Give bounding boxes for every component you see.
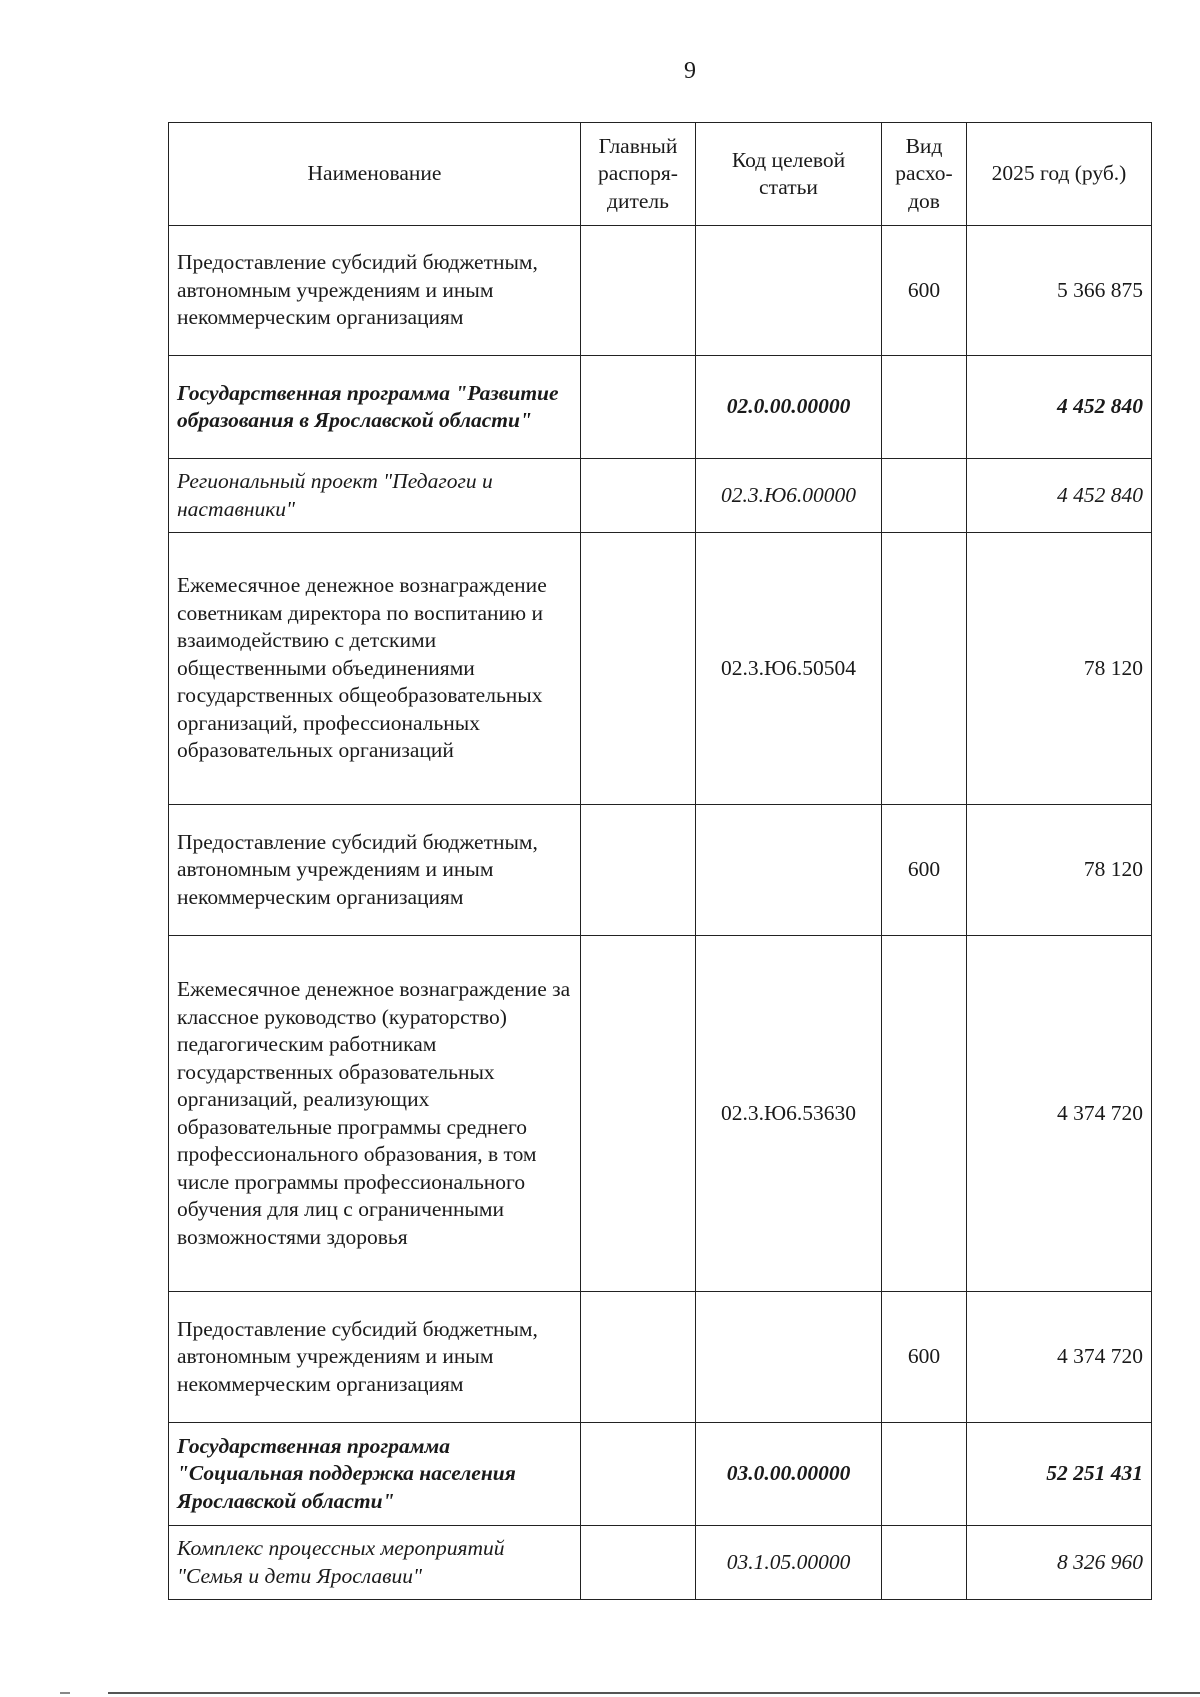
- row-code-cell: 02.3.Ю6.50504: [696, 533, 882, 805]
- row-manager-cell: [581, 1292, 696, 1423]
- table-row: [169, 226, 1152, 356]
- row-code-cell: 03.0.00.00000: [696, 1423, 882, 1526]
- row-type-cell: [882, 1526, 967, 1600]
- row-manager-cell: [581, 533, 696, 805]
- row-manager-cell: [581, 1526, 696, 1600]
- row-name-cell: Ежемесячное денежное вознаграждение советникам директора по воспитанию и взаимодействию с детскими общественными объединениями государственных общеобразовательных организаций, профессиональных образовательных организаций: [169, 533, 581, 805]
- header-amount: 2025 год (руб.): [967, 123, 1152, 226]
- row-name-cell: Предоставление субсидий бюджетным, автономным учреждениям и иным некоммерческим организациям: [169, 226, 581, 356]
- row-code-cell: [696, 805, 882, 936]
- row-name-cell: Комплекс процессных мероприятий "Семья и дети Ярославии": [169, 1526, 581, 1600]
- budget-table: [168, 122, 1152, 1600]
- row-type-cell: 600: [882, 1292, 967, 1423]
- row-manager-cell: [581, 459, 696, 533]
- table-header-row: [169, 123, 1152, 226]
- row-type-cell: [882, 1423, 967, 1526]
- table-row: [169, 805, 1152, 936]
- row-code-cell: 03.1.05.00000: [696, 1526, 882, 1600]
- scan-mark: [60, 1692, 70, 1694]
- row-type-cell: 600: [882, 226, 967, 356]
- table-row: [169, 356, 1152, 459]
- row-manager-cell: [581, 1423, 696, 1526]
- row-type-cell: [882, 459, 967, 533]
- table-row: [169, 1423, 1152, 1526]
- page-number: 9: [684, 58, 696, 84]
- row-code-cell: 02.3.Ю6.53630: [696, 936, 882, 1292]
- row-name-cell: Государственная программа "Социальная поддержка населения Ярославской области": [169, 1423, 581, 1526]
- row-manager-cell: [581, 936, 696, 1292]
- row-amount-cell: 78 120: [967, 805, 1152, 936]
- row-type-cell: [882, 356, 967, 459]
- row-amount-cell: 4 374 720: [967, 936, 1152, 1292]
- row-amount-cell: 52 251 431: [967, 1423, 1152, 1526]
- header-code: Код целевой статьи: [696, 123, 882, 226]
- header-manager: Главный распоря-дитель: [581, 123, 696, 226]
- row-amount-cell: 78 120: [967, 533, 1152, 805]
- row-amount-cell: 8 326 960: [967, 1526, 1152, 1600]
- table-body: [169, 226, 1152, 1600]
- table-row: [169, 1526, 1152, 1600]
- row-name-cell: Региональный проект "Педагоги и наставники": [169, 459, 581, 533]
- row-manager-cell: [581, 805, 696, 936]
- row-type-cell: [882, 533, 967, 805]
- row-manager-cell: [581, 226, 696, 356]
- row-type-cell: [882, 936, 967, 1292]
- row-amount-cell: 4 452 840: [967, 356, 1152, 459]
- table-row: [169, 459, 1152, 533]
- table-row: [169, 533, 1152, 805]
- bottom-rule: [108, 1692, 1200, 1694]
- table-row: [169, 936, 1152, 1292]
- row-name-cell: Государственная программа "Развитие образования в Ярославской области": [169, 356, 581, 459]
- row-code-cell: [696, 1292, 882, 1423]
- row-code-cell: [696, 226, 882, 356]
- row-name-cell: Ежемесячное денежное вознаграждение за классное руководство (кураторство) педагогическим работникам государственных образовательных организаций, реализующих образовательные программы среднего профессионального образования, в том числе программы профессионального обучения для лиц с ограниченными возможностями здоровья: [169, 936, 581, 1292]
- row-amount-cell: 4 452 840: [967, 459, 1152, 533]
- row-manager-cell: [581, 356, 696, 459]
- row-code-cell: 02.0.00.00000: [696, 356, 882, 459]
- table-row: [169, 1292, 1152, 1423]
- row-code-cell: 02.3.Ю6.00000: [696, 459, 882, 533]
- row-amount-cell: 5 366 875: [967, 226, 1152, 356]
- row-name-cell: Предоставление субсидий бюджетным, автономным учреждениям и иным некоммерческим организациям: [169, 1292, 581, 1423]
- header-type: Вид расхо-дов: [882, 123, 967, 226]
- row-type-cell: 600: [882, 805, 967, 936]
- row-name-cell: Предоставление субсидий бюджетным, автономным учреждениям и иным некоммерческим организациям: [169, 805, 581, 936]
- header-name: Наименование: [169, 123, 581, 226]
- row-amount-cell: 4 374 720: [967, 1292, 1152, 1423]
